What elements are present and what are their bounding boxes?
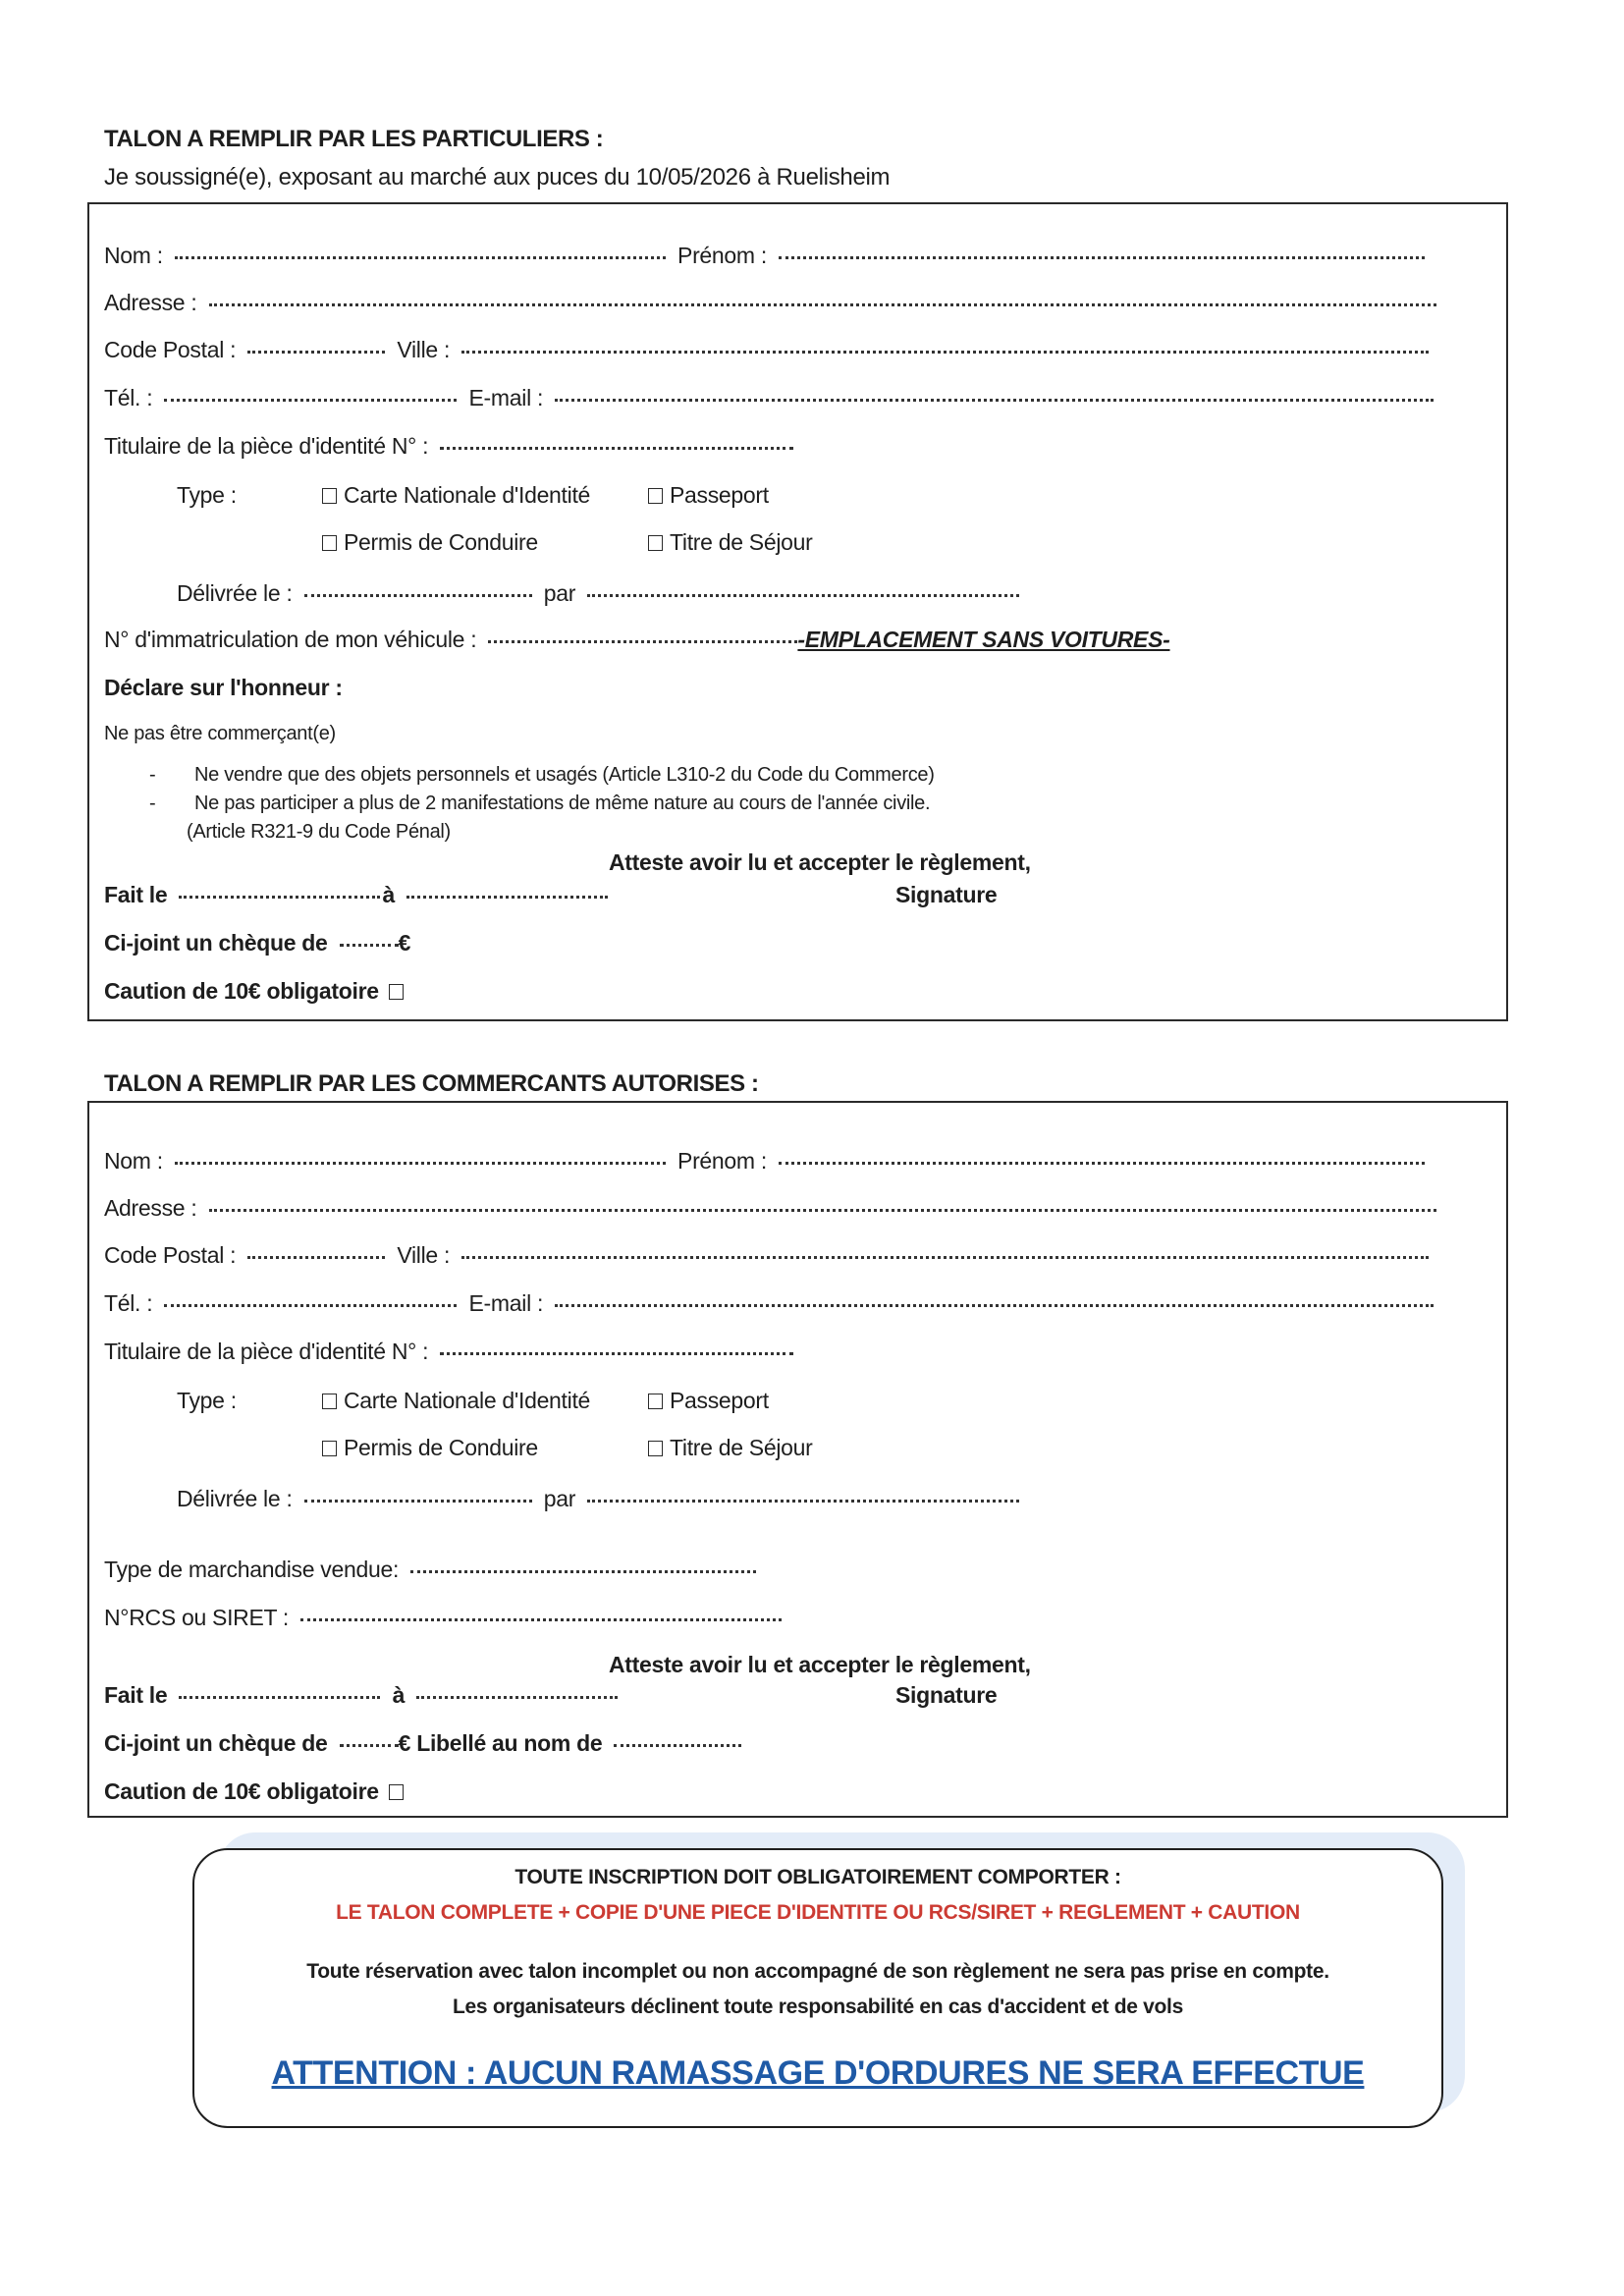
checkbox-icon	[648, 1441, 663, 1456]
c-fait-le-label: Fait le	[104, 1682, 168, 1708]
notice-line-2: Les organisateurs déclinent toute responsabilité en cas d'accident et de vols	[453, 1995, 1183, 2018]
c-checkbox-passeport[interactable]: Passeport	[648, 1387, 769, 1414]
prenom-field[interactable]	[779, 256, 1425, 259]
delivree-row	[177, 579, 1025, 607]
c-fait-le-row	[104, 1681, 623, 1709]
ville-label: Ville :	[397, 337, 451, 362]
c-delivree-row	[177, 1485, 1025, 1512]
adresse-field[interactable]	[209, 303, 1436, 306]
c-email-field[interactable]	[555, 1304, 1434, 1307]
rcs-field[interactable]	[300, 1618, 782, 1621]
c-email-label: E-mail :	[468, 1290, 544, 1316]
c-tel-field[interactable]	[164, 1304, 457, 1307]
c-checkbox-permis[interactable]: Permis de Conduire	[322, 1434, 538, 1461]
marchandise-label: Type de marchandise vendue:	[104, 1557, 400, 1582]
c-titulaire-field[interactable]	[440, 1352, 793, 1355]
c-signature-label: Signature	[895, 1682, 998, 1708]
notice-requirements: LE TALON COMPLETE + COPIE D'UNE PIECE D'IDENTITE OU RCS/SIRET + REGLEMENT + CAUTION	[336, 1901, 1300, 1924]
notice-attention: ATTENTION : AUCUN RAMASSAGE D'ORDURES NE SERA EFFECTUE	[271, 2054, 1365, 2092]
titulaire-field[interactable]	[440, 447, 793, 450]
c-delivree-label: Délivrée le :	[177, 1486, 293, 1511]
fait-le-label: Fait le	[104, 882, 168, 907]
marchandise-row	[104, 1556, 762, 1583]
cp-ville-row	[104, 336, 1435, 363]
declare-title: Déclare sur l'honneur :	[104, 675, 343, 700]
tel-field[interactable]	[164, 399, 457, 402]
immatriculation-field[interactable]	[488, 640, 797, 643]
email-field[interactable]	[555, 399, 1434, 402]
nom-label: Nom :	[104, 243, 163, 268]
checkbox-carte-nationale[interactable]: Carte Nationale d'Identité	[322, 481, 590, 509]
prenom-label: Prénom :	[677, 243, 767, 268]
c-tel-label: Tél. :	[104, 1290, 153, 1316]
checkbox-icon	[322, 535, 337, 551]
c-delivree-field[interactable]	[304, 1500, 532, 1503]
fait-le-row	[104, 881, 614, 908]
immatriculation-label: N° d'immatriculation de mon véhicule :	[104, 627, 477, 652]
cheque-amount-field[interactable]	[340, 944, 399, 947]
c-ville-field[interactable]	[461, 1256, 1429, 1259]
par-label: par	[543, 580, 576, 606]
c-code-postal-label: Code Postal :	[104, 1242, 237, 1268]
cheque-label: Ci-joint un chèque de	[104, 930, 328, 956]
checkbox-icon	[322, 488, 337, 504]
type-label: Type :	[177, 482, 237, 508]
marchandise-field[interactable]	[410, 1570, 756, 1573]
ville-field[interactable]	[461, 351, 1429, 354]
rcs-row	[104, 1604, 787, 1631]
c-caution-checkbox-icon[interactable]	[389, 1784, 404, 1800]
c-par-field[interactable]	[587, 1500, 1019, 1503]
c-cp-ville-row	[104, 1241, 1435, 1269]
particuliers-intro: Je soussigné(e), exposant au marché aux puces du 10/05/2026 à Ruelisheim	[104, 164, 891, 191]
signature-label: Signature	[895, 882, 998, 907]
nom-row	[104, 242, 1431, 269]
c-tel-email-row	[104, 1289, 1439, 1317]
c-checkbox-carte-nationale[interactable]: Carte Nationale d'Identité	[322, 1387, 590, 1414]
c-prenom-field[interactable]	[779, 1162, 1425, 1165]
checkbox-icon	[322, 1394, 337, 1409]
caution-row[interactable]	[104, 977, 410, 1005]
c-titulaire-label: Titulaire de la pièce d'identité N° :	[104, 1339, 429, 1364]
nom-field[interactable]	[175, 256, 666, 259]
a-label: à	[382, 882, 395, 907]
checkbox-passeport[interactable]: Passeport	[648, 481, 769, 509]
c-titulaire-row	[104, 1338, 799, 1365]
c-adresse-label: Adresse :	[104, 1195, 197, 1221]
fait-le-date-field[interactable]	[179, 896, 380, 899]
c-fait-le-lieu-field[interactable]	[416, 1696, 618, 1699]
checkbox-icon	[648, 488, 663, 504]
rcs-label: N°RCS ou SIRET :	[104, 1605, 290, 1630]
c-caution-row[interactable]	[104, 1777, 410, 1805]
notice-heading: TOUTE INSCRIPTION DOIT OBLIGATOIREMENT COMPORTER :	[514, 1866, 1121, 1888]
c-checkbox-titre-sejour[interactable]: Titre de Séjour	[648, 1434, 813, 1461]
tel-email-row	[104, 384, 1439, 411]
c-type-label: Type :	[177, 1388, 237, 1413]
checkbox-permis[interactable]: Permis de Conduire	[322, 528, 538, 556]
checkbox-icon	[648, 1394, 663, 1409]
c-fait-le-date-field[interactable]	[179, 1696, 380, 1699]
c-cheque-label: Ci-joint un chèque de	[104, 1730, 328, 1756]
adresse-label: Adresse :	[104, 290, 197, 315]
immatriculation-row	[104, 626, 1170, 653]
notice-line-1: Toute réservation avec talon incomplet ou non accompagné de son règlement ne sera pas prise en compte.	[306, 1960, 1329, 1983]
c-code-postal-field[interactable]	[247, 1256, 385, 1259]
declare-line: Ne pas être commerçant(e)	[104, 723, 336, 744]
delivree-label: Délivrée le :	[177, 580, 293, 606]
atteste-text: Atteste avoir lu et accepter le règlement,	[609, 849, 1031, 875]
c-nom-label: Nom :	[104, 1148, 163, 1174]
c-ville-label: Ville :	[397, 1242, 451, 1268]
bullet-2: - Ne pas participer a plus de 2 manifestations de même nature au cours de l'année civile.	[149, 793, 931, 814]
c-nom-field[interactable]	[175, 1162, 666, 1165]
adresse-row	[104, 289, 1442, 316]
delivree-field[interactable]	[304, 594, 532, 597]
c-cheque-amount-field[interactable]	[340, 1744, 399, 1747]
cheque-row: Ci-joint un chèque de €	[104, 930, 411, 956]
code-postal-field[interactable]	[247, 351, 385, 354]
libelle-field[interactable]	[614, 1744, 741, 1747]
checkbox-icon	[648, 535, 663, 551]
tel-label: Tél. :	[104, 385, 153, 410]
c-par-label: par	[543, 1486, 576, 1511]
titulaire-label: Titulaire de la pièce d'identité N° :	[104, 433, 429, 459]
c-nom-row	[104, 1147, 1431, 1175]
par-field[interactable]	[587, 594, 1019, 597]
checkbox-titre-sejour[interactable]: Titre de Séjour	[648, 528, 813, 556]
c-caution-label: Caution de 10€ obligatoire	[104, 1778, 379, 1804]
commercants-title: TALON A REMPLIR PAR LES COMMERCANTS AUTORISES :	[104, 1070, 759, 1097]
bullet-1: - Ne vendre que des objets personnels et usagés (Article L310-2 du Code du Commerce)	[149, 764, 935, 786]
particuliers-title: TALON A REMPLIR PAR LES PARTICULIERS :	[104, 126, 604, 152]
c-atteste-text: Atteste avoir lu et accepter le règlement,	[609, 1652, 1031, 1677]
email-label: E-mail :	[468, 385, 544, 410]
bullet-ref: (Article R321-9 du Code Pénal)	[187, 821, 451, 843]
c-adresse-row	[104, 1194, 1442, 1222]
caution-label: Caution de 10€ obligatoire	[104, 978, 379, 1004]
c-cheque-row: Ci-joint un chèque de € Libellé au nom de	[104, 1729, 747, 1757]
titulaire-row	[104, 432, 799, 460]
fait-le-lieu-field[interactable]	[406, 896, 608, 899]
caution-checkbox-icon[interactable]	[389, 984, 404, 1000]
notice-box	[192, 1848, 1443, 2128]
c-adresse-field[interactable]	[209, 1209, 1436, 1212]
c-a-label: à	[392, 1682, 406, 1708]
checkbox-icon	[322, 1441, 337, 1456]
emplacement-note: -EMPLACEMENT SANS VOITURES-	[797, 627, 1170, 652]
code-postal-label: Code Postal :	[104, 337, 237, 362]
c-prenom-label: Prénom :	[677, 1148, 767, 1174]
